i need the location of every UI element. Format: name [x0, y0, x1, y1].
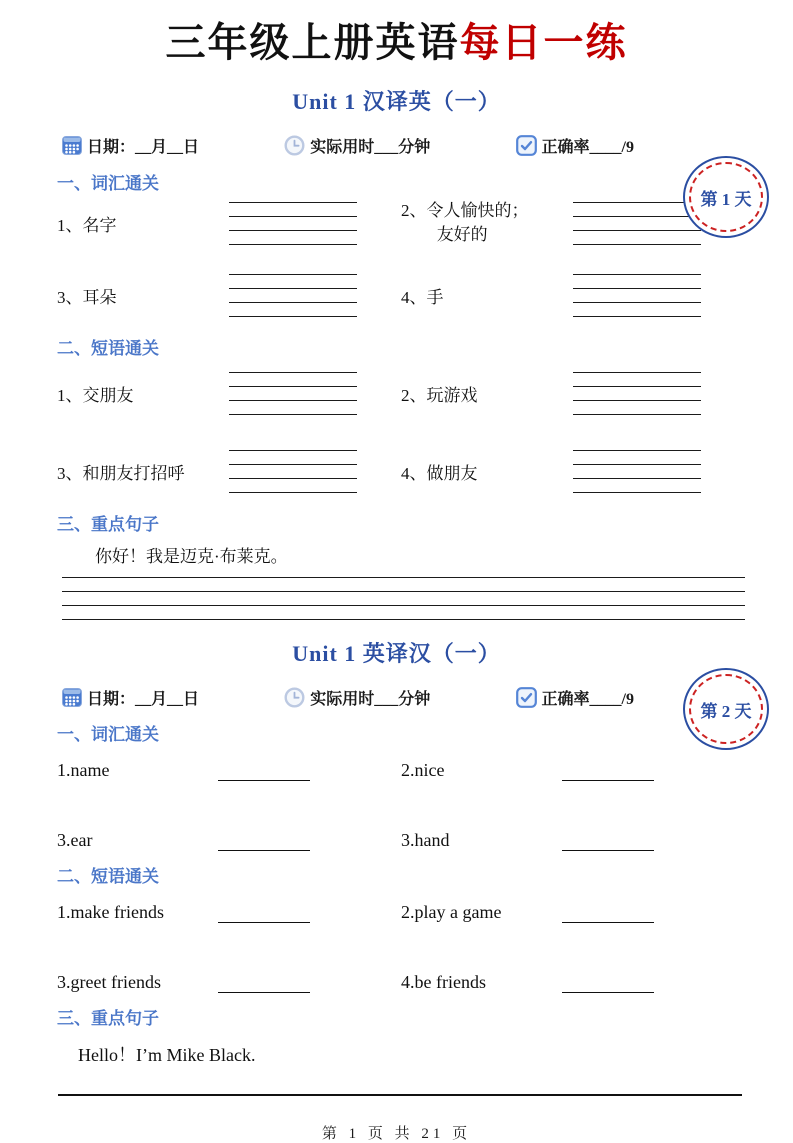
- phrase-label: 3.greet friends: [57, 971, 161, 992]
- vocab-label: [401, 199, 573, 248]
- sentence-answer-line: [58, 1094, 742, 1096]
- answer-blank: [218, 970, 310, 993]
- unit1-vocab-grid: [57, 195, 745, 323]
- accuracy-field: [516, 134, 634, 157]
- accuracy-label: 正确率____/9: [541, 690, 634, 708]
- unit1-vocab-heading: 一、词汇通关: [57, 173, 159, 193]
- date-field: [62, 134, 199, 157]
- calendar-icon: [62, 688, 82, 707]
- vocab-label: 1.name: [57, 760, 110, 781]
- unit1-sentence-heading: 三、重点句子: [57, 515, 159, 535]
- worksheet-page: [0, 18, 793, 1140]
- phrase-label: 4.be friends: [401, 971, 486, 992]
- sentence-writing-lines: [62, 577, 745, 620]
- day-badge-2: [683, 668, 769, 750]
- vocab-item: [401, 751, 745, 781]
- vocab-item: [57, 751, 401, 781]
- answer-blank: [562, 900, 654, 923]
- time-label: 实际用时___分钟: [310, 690, 431, 708]
- unit2-sentence-heading: 三、重点句子: [57, 1008, 159, 1028]
- vocab-label: 4、手: [401, 287, 444, 307]
- vocab-item: [401, 267, 745, 323]
- writing-lines: [229, 274, 357, 317]
- phrase-label: 2、玩游戏: [401, 385, 478, 405]
- writing-lines: [573, 202, 701, 245]
- vocab-label: 2.nice: [401, 760, 445, 781]
- accuracy-label: 正确率____/9: [541, 139, 634, 157]
- day-badge-1-ring: [689, 162, 763, 232]
- unit2-meta-row: [62, 685, 634, 709]
- unit1-phrase-grid: [57, 365, 745, 499]
- answer-blank: [562, 828, 654, 851]
- date-label: 日期：__月__日: [87, 690, 200, 708]
- unit2-heading: Unit 1 英译汉（一）: [292, 640, 501, 666]
- phrase-item: [401, 893, 745, 923]
- checkbox-icon: [516, 135, 537, 156]
- calendar-icon: [62, 136, 82, 155]
- phrase-item: [57, 893, 401, 923]
- writing-lines: [229, 202, 357, 245]
- day-badge-1-label: 第 1 天: [700, 189, 752, 209]
- time-label: 实际用时___分钟: [310, 139, 431, 157]
- phrase-label: 1.make friends: [57, 901, 164, 922]
- date-label: 日期：__月__日: [87, 139, 200, 157]
- phrase-label: 1、交朋友: [57, 385, 134, 405]
- time-field: [284, 686, 430, 709]
- unit2-vocab-grid: [57, 751, 745, 851]
- writing-lines: [229, 450, 357, 493]
- phrase-label: 4、做朋友: [401, 463, 478, 483]
- unit2-phrase-grid: [57, 893, 745, 993]
- unit1-phrase-heading: 二、短语通关: [57, 339, 159, 359]
- writing-lines: [573, 372, 701, 415]
- checkbox-icon: [516, 687, 537, 708]
- phrase-item: [57, 365, 401, 421]
- day-badge-2-label: 第 2 天: [700, 701, 752, 721]
- title-grade-part: 三年级上册英语: [165, 20, 460, 65]
- answer-blank: [218, 758, 310, 781]
- vocab-label: 3.ear: [57, 830, 93, 851]
- unit2-vocab-heading: 一、词汇通关: [57, 725, 159, 745]
- vocab-item: [57, 821, 401, 851]
- vocab-label: 3.hand: [401, 830, 450, 851]
- clock-icon: [284, 687, 305, 708]
- unit1-meta-row: [62, 134, 634, 158]
- vocab-label: 1、名字: [57, 215, 117, 235]
- writing-lines: [573, 450, 701, 493]
- answer-blank: [218, 828, 310, 851]
- vocab-label: 3、耳朵: [57, 287, 117, 307]
- date-field: [62, 686, 199, 709]
- phrase-item: [57, 963, 401, 993]
- unit2-sentence: Hello！I’m Mike Black.: [78, 1044, 256, 1065]
- accuracy-field: [516, 686, 634, 709]
- answer-blank: [562, 970, 654, 993]
- vocab-label-line2: 友好的: [436, 225, 488, 245]
- page-title: [0, 18, 793, 68]
- phrase-item: [401, 443, 745, 499]
- phrase-item: [401, 365, 745, 421]
- clock-icon: [284, 135, 305, 156]
- writing-lines: [573, 274, 701, 317]
- unit2-phrase-heading: 二、短语通关: [57, 867, 159, 887]
- phrase-label: 2.play a game: [401, 901, 502, 922]
- answer-blank: [218, 900, 310, 923]
- phrase-item: [401, 963, 745, 993]
- vocab-item: [57, 267, 401, 323]
- title-daily-part: 每日一练: [459, 20, 628, 65]
- phrase-item: [57, 443, 401, 499]
- writing-lines: [229, 372, 357, 415]
- unit1-sentence: 你好！我是迈克·布莱克。: [95, 546, 288, 566]
- page-number: 第 1 页 共 21 页: [321, 1125, 472, 1142]
- vocab-label-line1: 2、令人愉快的；: [401, 200, 529, 220]
- vocab-item: [57, 195, 401, 251]
- unit1-heading: Unit 1 汉译英（一）: [292, 89, 501, 114]
- time-field: [284, 134, 430, 157]
- phrase-label: 3、和朋友打招呼: [57, 463, 185, 483]
- answer-blank: [562, 758, 654, 781]
- vocab-item: [401, 821, 745, 851]
- day-badge-1: [683, 156, 769, 238]
- day-badge-2-ring: [689, 674, 763, 744]
